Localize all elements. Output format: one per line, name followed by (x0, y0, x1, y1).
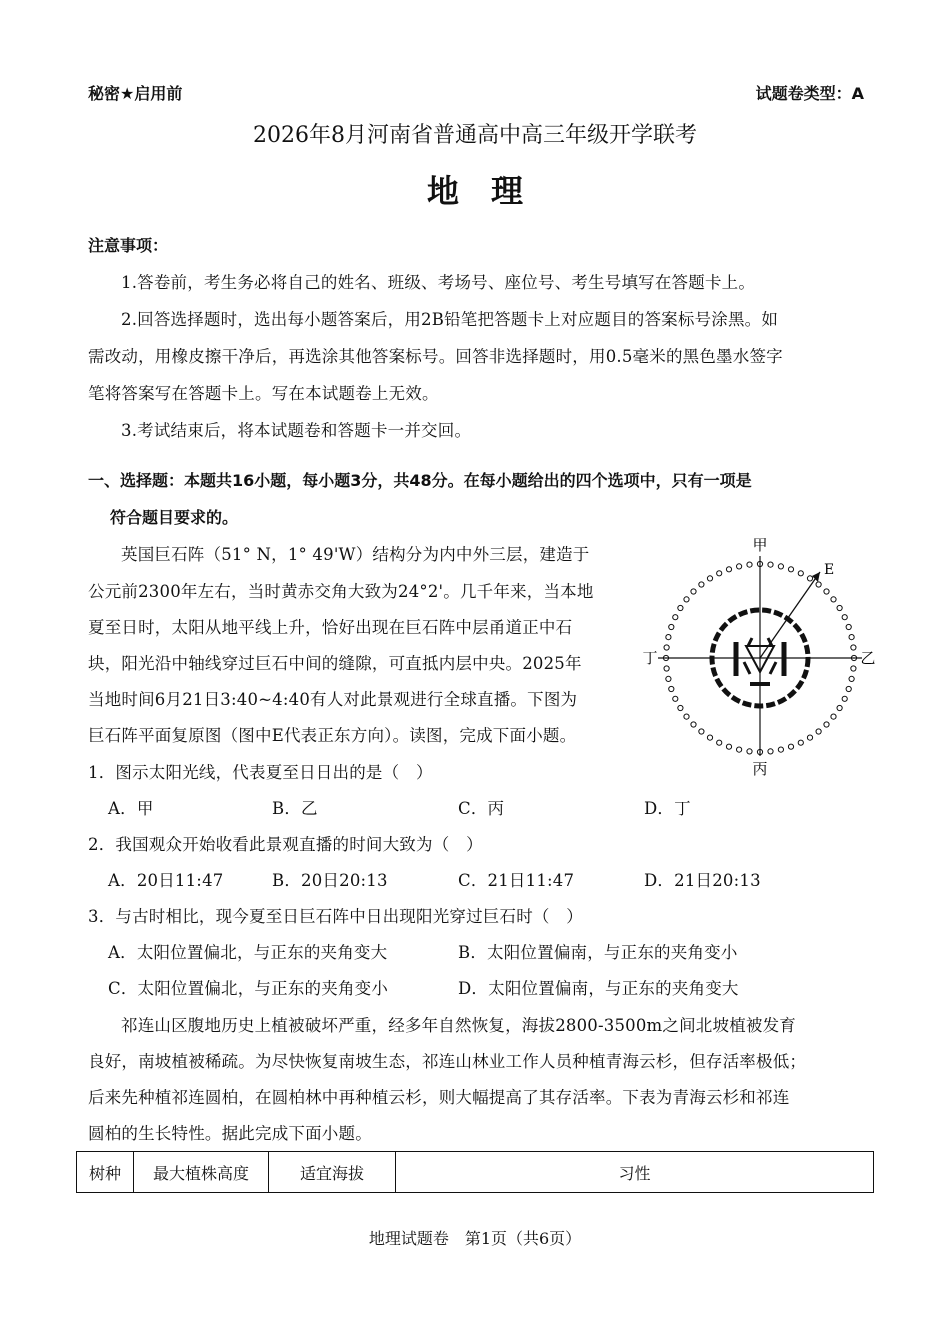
outer-ring-stone (737, 747, 742, 752)
outer-ring-stone (669, 686, 674, 691)
passage-2-line-1: 祁连山区腹地历史上植被破坏严重，经多年自然恢复，海拔2800-3500m之间北坡植被发育 (121, 1016, 797, 1035)
notice-item-2-line-3: 笔将答案写在答题卡上。写在本试题卷上无效。 (88, 384, 439, 403)
question-2-stem: 2．我国观众开始收看此景观直播的时间大致为（ ） (88, 835, 483, 854)
question-3-option-b[interactable]: B．太阳位置偏南，与正东的夹角变小 (458, 943, 738, 962)
question-1-option-c[interactable]: C．丙 (458, 799, 505, 818)
outer-ring-stone (717, 571, 722, 576)
outer-ring-stone (849, 676, 854, 681)
notice-item-2-line-1: 2.回答选择题时，选出每小题答案后，用2B铅笔把答题卡上对应题目的答案标号涂黑。如 (121, 310, 779, 329)
label-east: E (824, 562, 835, 578)
outer-ring-stone (699, 582, 704, 587)
outer-ring-stone (673, 696, 678, 701)
outer-ring-stone (788, 744, 793, 749)
outer-ring-stone (691, 722, 696, 727)
question-1-option-d[interactable]: D．丁 (644, 799, 691, 818)
outer-ring-stone (798, 740, 803, 745)
passage-1-line-4: 块，阳光沿中轴线穿过巨石中间的缝隙，可直抵内层中央。2025年 (88, 654, 582, 673)
outer-ring-stone (831, 714, 836, 719)
outer-ring-stone (849, 635, 854, 640)
outer-ring-stone (678, 605, 683, 610)
outer-ring-stone (707, 735, 712, 740)
question-3-option-a[interactable]: A．太阳位置偏北，与正东的夹角变大 (108, 943, 388, 962)
sunrise-ray-arrow (760, 572, 820, 658)
question-3-option-c[interactable]: C．太阳位置偏北，与正东的夹角变小 (108, 979, 389, 998)
label-bing: 丙 (752, 760, 768, 778)
page-footer: 地理试题卷 第1页（共6页） (368, 1229, 582, 1248)
outer-ring-stone (699, 729, 704, 734)
outer-ring-stone (669, 624, 674, 629)
section-1-heading: 一、选择题：本题共16小题，每小题3分，共48分。在每小题给出的四个选项中，只有一项是 (88, 471, 752, 490)
outer-ring-stone (691, 589, 696, 594)
subject-title: 地 理 (426, 172, 523, 210)
stonehenge-plan-diagram (636, 534, 880, 784)
table-header-max-height: 最大植株高度 (134, 1152, 269, 1193)
question-1-option-b[interactable]: B．乙 (272, 799, 318, 818)
outer-ring-stone (846, 624, 851, 629)
outer-ring-stone (678, 705, 683, 710)
outer-ring-stone (666, 676, 671, 681)
outer-ring-stone (768, 562, 773, 567)
question-1-stem: 1．图示太阳光线，代表夏至日日出的是（ ） (88, 763, 433, 782)
notice-item-3: 3.考试结束后，将本试题卷和答题卡一并交回。 (121, 421, 472, 440)
outer-ring-stone (717, 740, 722, 745)
outer-ring-stone (842, 696, 847, 701)
outer-ring-stone (824, 722, 829, 727)
question-2-option-a[interactable]: A．20日11:47 (108, 871, 224, 890)
table-header-species: 树种 (77, 1152, 134, 1193)
notice-item-1: 1.答卷前，考生务必将自己的姓名、班级、考场号、座位号、考生号填写在答题卡上。 (121, 273, 756, 292)
passage-2-line-3: 后来先种植祁连圆柏，在圆柏林中再种植云杉，则大幅提高了其存活率。下表为青海云杉和祁连 (88, 1088, 790, 1107)
table-header-row (77, 1152, 874, 1193)
question-1-option-a[interactable]: A．甲 (108, 799, 154, 818)
outer-ring-stone (788, 567, 793, 572)
question-3-stem: 3．与古时相比，现今夏至日巨石阵中日出现阳光穿过巨石时（ ） (88, 907, 583, 926)
outer-ring-stone (673, 615, 678, 620)
outer-ring-stone (842, 615, 847, 620)
outer-ring-stone (851, 645, 856, 650)
outer-ring-stone (837, 705, 842, 710)
outer-ring-stone (684, 714, 689, 719)
outer-ring-stone (747, 562, 752, 567)
outer-ring-stone (837, 605, 842, 610)
question-3-option-d[interactable]: D．太阳位置偏南，与正东的夹角变大 (458, 979, 739, 998)
outer-ring-stone (747, 749, 752, 754)
outer-ring-stone (664, 645, 669, 650)
label-jia: 甲 (752, 536, 768, 554)
outer-ring-stone (726, 744, 731, 749)
paper-type: 试题卷类型：A (755, 84, 864, 103)
outer-ring-stone (831, 597, 836, 602)
table-header-habit: 习性 (396, 1152, 874, 1193)
arrow-head (812, 572, 820, 582)
outer-ring-stone (816, 729, 821, 734)
label-yi: 乙 (860, 649, 876, 667)
outer-ring-stone (684, 597, 689, 602)
outer-ring-stone (778, 747, 783, 752)
question-2-option-d[interactable]: D．21日20:13 (644, 871, 761, 890)
outer-ring-stone (807, 735, 812, 740)
exam-title: 2026年8月河南省普通高中高三年级开学联考 (253, 123, 697, 148)
tree-species-table (76, 1151, 874, 1193)
outer-ring-stone (666, 635, 671, 640)
outer-ring-stone (726, 567, 731, 572)
passage-2-line-4: 圆柏的生长特性。据此完成下面小题。 (88, 1124, 372, 1143)
outer-ring-stone (807, 576, 812, 581)
label-ding: 丁 (642, 649, 658, 667)
outer-ring-stone (664, 666, 669, 671)
outer-ring-stone (737, 564, 742, 569)
outer-ring-stone (798, 571, 803, 576)
passage-1-line-1: 英国巨石阵（51° N，1° 49'W）结构分为内中外三层，建造于 (121, 545, 590, 564)
question-2-option-b[interactable]: B．20日20:13 (272, 871, 388, 890)
passage-1-line-2: 公元前2300年左右，当时黄赤交角大致为24°2'。几千年来，当本地 (88, 582, 594, 601)
outer-ring-stone (707, 576, 712, 581)
section-1-heading-cont: 符合题目要求的。 (110, 508, 239, 527)
passage-2-line-2: 良好，南坡植被稀疏。为尽快恢复南坡生态，祁连山林业工作人员种植青海云杉，但存活率极低； (88, 1052, 807, 1071)
question-2-option-c[interactable]: C．21日11:47 (458, 871, 575, 890)
outer-ring-stone (824, 589, 829, 594)
outer-ring-stone (768, 749, 773, 754)
notice-item-2-line-2: 需改动，用橡皮擦干净后，再选涂其他答案标号。回答非选择题时，用0.5毫米的黑色墨水签字 (88, 347, 783, 366)
outer-ring-stone (846, 686, 851, 691)
outer-ring-stone (851, 666, 856, 671)
passage-1-line-3: 夏至日时，太阳从地平线上升，恰好出现在巨石阵中层甬道正中石 (88, 618, 573, 637)
confidential-mark: 秘密★启用前 (88, 84, 183, 103)
passage-1-line-5: 当地时间6月21日3:40~4:40有人对此景观进行全球直播。下图为 (88, 690, 578, 709)
outer-ring-stone (816, 582, 821, 587)
notice-heading: 注意事项： (88, 236, 169, 255)
passage-1-line-6: 巨石阵平面复原图（图中E代表正东方向）。读图，完成下面小题。 (88, 726, 577, 745)
outer-ring-stone (778, 564, 783, 569)
table-header-altitude: 适宜海拔 (269, 1152, 396, 1193)
